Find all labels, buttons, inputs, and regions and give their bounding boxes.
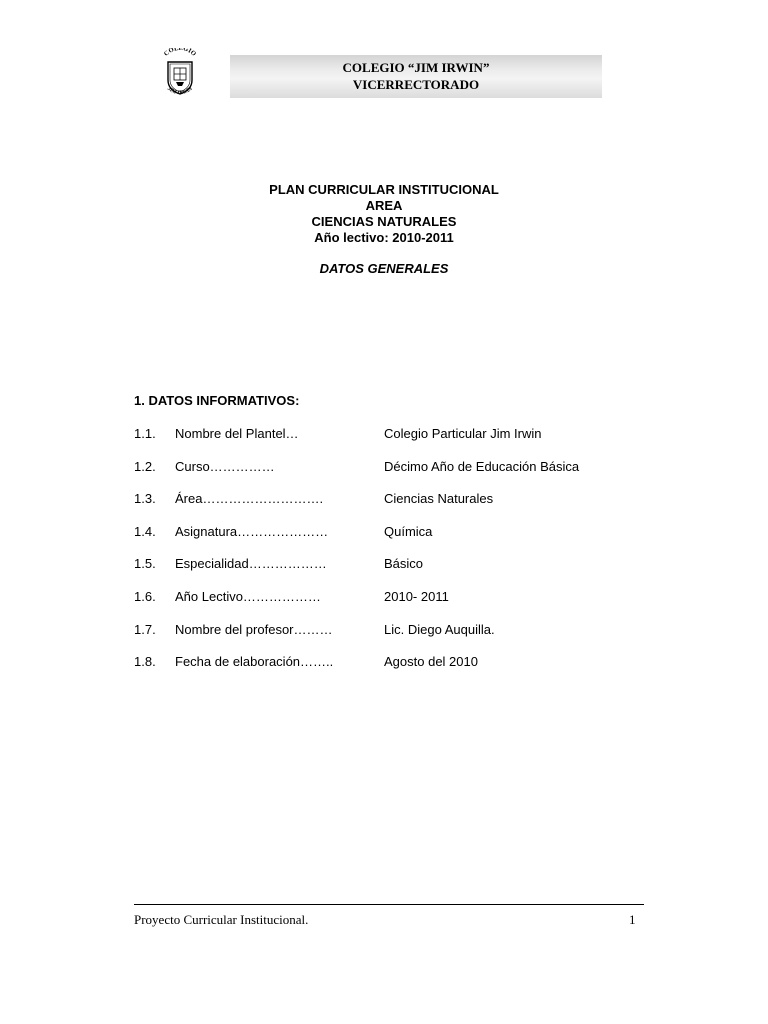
list-item <box>134 491 654 524</box>
title-line-subject: CIENCIAS NATURALES <box>311 214 457 229</box>
svg-text:COLEGIO <box>163 48 197 58</box>
list-item <box>134 622 654 655</box>
item-label: Asignatura………………… <box>175 523 329 539</box>
item-label: Curso…………… <box>175 458 275 474</box>
section-heading: 1. DATOS INFORMATIVOS: <box>134 393 300 408</box>
item-number: 1.4. <box>134 523 156 539</box>
item-value: 2010- 2011 <box>384 588 449 604</box>
list-item <box>134 426 654 459</box>
title-line-area: AREA <box>365 198 403 213</box>
list-item <box>134 556 654 589</box>
school-name: COLEGIO “JIM IRWIN” <box>342 60 490 75</box>
item-value: Química <box>384 523 433 539</box>
item-value: Décimo Año de Educación Básica <box>384 458 580 474</box>
list-item <box>134 524 654 557</box>
item-value: Agosto del 2010 <box>384 654 478 670</box>
item-label: Fecha de elaboración…….. <box>175 654 334 670</box>
item-value: Ciencias Naturales <box>384 491 494 507</box>
section-subtitle: DATOS GENERALES <box>319 261 449 276</box>
department-name: VICERRECTORADO <box>352 77 480 92</box>
document-title-block <box>0 182 768 277</box>
item-value: Básico <box>384 556 424 572</box>
list-item <box>134 589 654 622</box>
item-label: Año Lectivo……………… <box>175 588 321 604</box>
footer-divider <box>134 904 644 905</box>
item-number: 1.7. <box>134 621 156 637</box>
title-line-school-year: Año lectivo: 2010-2011 <box>314 230 454 245</box>
item-number: 1.3. <box>134 491 156 507</box>
footer-text: Proyecto Curricular Institucional. <box>134 912 309 927</box>
item-number: 1.8. <box>134 654 156 670</box>
logo-text-top: COLEGIO <box>162 48 198 58</box>
logo-text-bottom: JIM IRWIN <box>166 85 194 97</box>
document-header-banner <box>230 55 602 98</box>
item-label: Especialidad……………… <box>175 556 327 572</box>
school-crest-icon <box>157 48 203 102</box>
item-number: 1.2. <box>134 458 156 474</box>
item-label: Área………………………. <box>175 491 324 507</box>
school-crest-logo <box>157 48 203 102</box>
list-item <box>134 654 654 687</box>
item-label: Nombre del profesor……… <box>175 621 333 637</box>
page-number: 1 <box>629 912 636 927</box>
item-value: Lic. Diego Auquilla. <box>384 621 495 637</box>
item-number: 1.6. <box>134 588 156 604</box>
title-line-plan: PLAN CURRICULAR INSTITUCIONAL <box>269 182 499 197</box>
item-number: 1.1. <box>134 426 156 441</box>
item-number: 1.5. <box>134 556 156 572</box>
list-item <box>134 459 654 492</box>
item-label: Nombre del Plantel… <box>175 426 299 441</box>
item-value: Colegio Particular Jim Irwin <box>384 426 542 441</box>
info-list <box>134 426 654 687</box>
